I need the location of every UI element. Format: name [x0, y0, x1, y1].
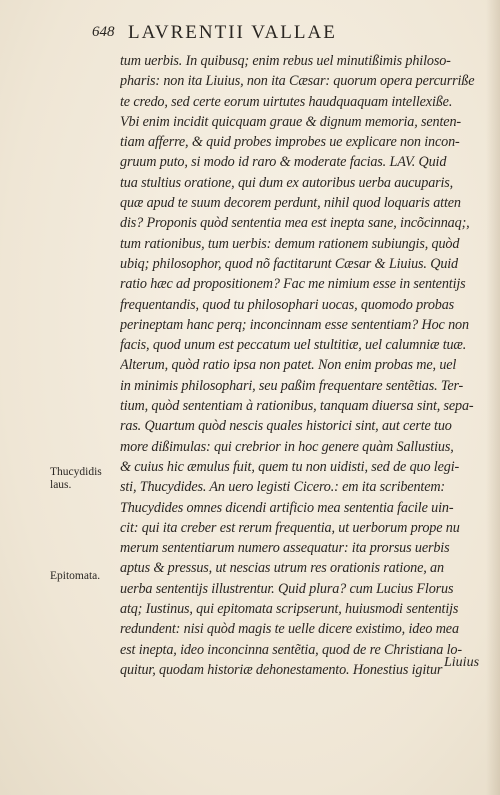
- text-line: perineptam hanc perq; inconcinnam esse sententiam? Hoc non: [120, 316, 469, 333]
- running-head: LAVRENTII VALLAE: [128, 22, 337, 43]
- catchword: Liuius: [444, 655, 480, 670]
- page-number: 648: [92, 24, 115, 40]
- text-line: quæ apud te suum decorem perdunt, nihil quod loquaris atten: [120, 195, 461, 212]
- text-line: aptus & pressus, ut nescias utrum res orationis ratione, an: [120, 560, 444, 577]
- text-line: tua stultius oratione, qui dum ex autoribus uerba aucuparis,: [120, 174, 454, 191]
- text-line: sti, Thucydides. An uero legisti Cicero.: em ita scribentem:: [120, 479, 446, 496]
- body-text: [120, 51, 480, 680]
- text-line: ubiq; philosophor, quod nõ factitarunt Cæsar & Liuius. Quid: [120, 255, 458, 272]
- text-line: more dißimulas: qui crebrior in hoc genere quàm Sallustius,: [120, 438, 454, 455]
- text-line: in minimis philosophari, seu paßim frequentare sentẽtias. Ter-: [120, 377, 464, 394]
- margin-note-epitomata: Epitomata.: [50, 570, 101, 582]
- text-line: tum rationibus, tum uerbis: demum rationem subiungis, quòd: [120, 235, 460, 252]
- text-line: Thucydides omnes dicendi artificio mea sententia facile uin-: [120, 499, 454, 516]
- text-line: dis? Proponis quòd sententia mea est inepta sane, incõcinnaq;,: [120, 215, 470, 232]
- text-line: facis, quod unum est peccatum uel stultitiæ, uel calumniæ tuæ.: [120, 337, 467, 354]
- text-line: frequentandis, quod tu philosophari uocas, quomodo probas: [120, 296, 455, 313]
- text-line: ratio hæc ad propositionem? Fac me nimium esse in sententijs: [120, 276, 466, 293]
- text-line: cit: qui ita creber est rerum frequentia, ut uerborum prope nu: [120, 519, 460, 536]
- page-edge-shadow: [486, 0, 500, 795]
- page-header: [92, 24, 472, 48]
- text-line: est inepta, ideo inconcinna sentẽtia, quod de re Christiana lo-: [120, 641, 462, 658]
- text-line: ras. Quartum quòd nescis quales historici sint, aut certe tuo: [120, 418, 452, 435]
- text-line: atq; Iustinus, qui epitomata scripserunt, huiusmodi sententijs: [120, 601, 459, 618]
- text-line: Alterum, quòd ratio ipsa non patet. Non enim probas me, uel: [120, 357, 457, 374]
- text-line: tiam afferre, & quid probes improbes ue explicare non incon-: [120, 134, 460, 151]
- text-line: uerba sententijs illustrentur. Quid plura? cum Lucius Florus: [120, 580, 454, 597]
- text-line: tum uerbis. In quibusq; enim rebus uel minutißimis philoso-: [120, 53, 451, 69]
- text-line: tium, quòd sententiam à rationibus, tanquam diuersa sint, sepa-: [120, 398, 474, 415]
- text-line: merum sententiarum numero assequatur: ita prorsus uerbis: [120, 540, 450, 557]
- text-line: quitur, quodam historiæ dehonestamento. Honestius igitur: [120, 661, 443, 678]
- text-line: Vbi enim incidit quicquam graue & dignum memoria, senten-: [120, 113, 461, 130]
- text-line: redundent: nisi quòd magis te uelle dicere existimo, ideo mea: [120, 621, 459, 638]
- text-line: pharis: non ita Liuius, non ita Cæsar: quorum opera percurriße: [120, 73, 475, 90]
- text-line: & cuius hic æmulus fuit, quem tu non uidisti, sed de quo legi-: [120, 458, 460, 475]
- margin-note-thucydides: Thucydidis laus.: [50, 466, 102, 491]
- text-line: te credo, sed certe eorum uirtutes haudquaquam intellexiße.: [120, 93, 453, 110]
- text-line: gruum puto, si modo id raro & moderate facias. LAV. Quid: [120, 154, 447, 171]
